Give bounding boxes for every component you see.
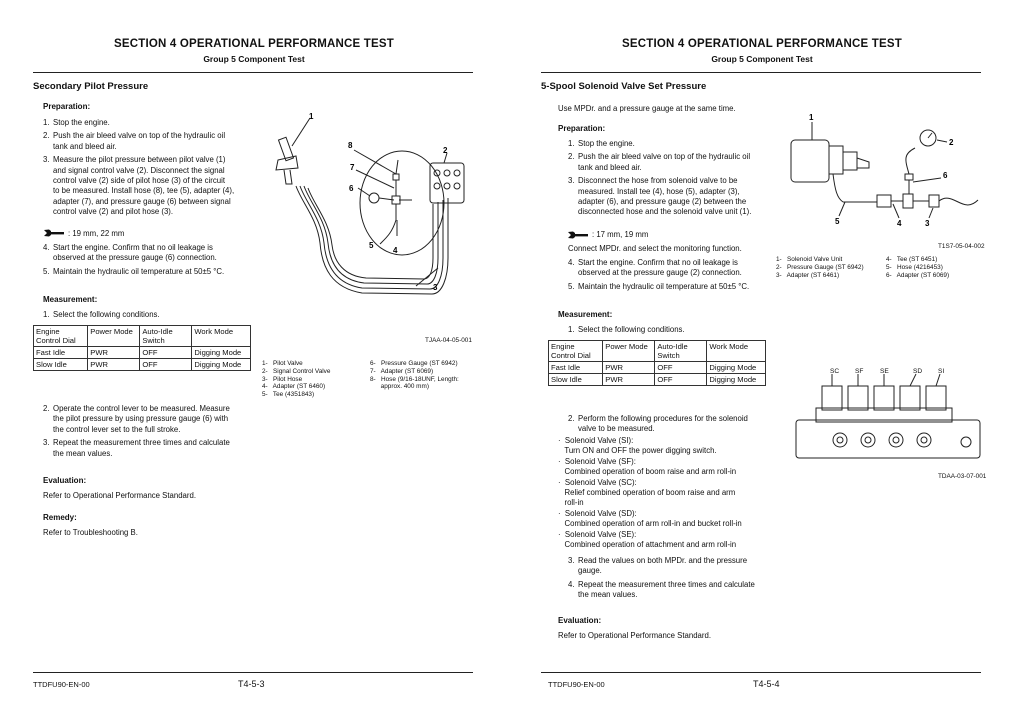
legend-item: 3- Adapter (ST 6461) (776, 271, 840, 279)
callout-8: 8 (348, 141, 353, 150)
solenoid-label: SC (830, 368, 840, 375)
legend-item: 3- Pilot Hose (262, 375, 303, 383)
remedy-text: Refer to Troubleshooting B. (43, 528, 138, 537)
step-number: 3. (43, 438, 50, 448)
table-header-cell: Work Mode (707, 341, 766, 362)
right-page (508, 0, 1016, 723)
figure-id: TJAA-04-05-001 (425, 337, 472, 344)
step-item (43, 404, 263, 435)
step-number: 1. (43, 118, 50, 127)
step-text: Operate the control lever to be measured. Measure the pilot pressure by using pressure gauge (6) with the control lever set to the full stroke. (53, 404, 230, 434)
procedure-line: · Solenoid Valve (SF): (558, 456, 636, 466)
solenoid-label: SE (880, 368, 889, 375)
legend-item: 4- Tee (ST 6451) (886, 256, 938, 263)
table-header-row (549, 341, 766, 362)
step-item (568, 176, 788, 218)
step-text: Stop the engine. (53, 118, 110, 127)
table-cell: PWR (603, 374, 655, 386)
table-cell: Fast Idle (34, 347, 88, 359)
page-topic-title: 5-Spool Solenoid Valve Set Pressure (541, 81, 707, 92)
header-rule (33, 72, 473, 73)
legend-item: 6- Pressure Gauge (ST 6942) (370, 360, 458, 367)
callout-3: 3 (433, 283, 438, 292)
step-number: 5. (43, 266, 50, 276)
step-text: Perform the following procedures for the solenoid valve to be measured. (578, 414, 748, 434)
footer-rule (541, 672, 981, 673)
callout-5: 5 (369, 241, 374, 250)
measurement-heading: Measurement: (558, 310, 613, 319)
table-header-cell: Engine Control Dial (549, 341, 603, 362)
step-text: Repeat the measurement three times and calculate the mean values. (53, 438, 230, 458)
step-item (43, 243, 263, 264)
legend-item: 8- Hose (9/16-18UNF, Length: (370, 375, 459, 383)
legend-item: 1- Pilot Valve (262, 360, 303, 367)
page-number: T4-5-4 (753, 679, 780, 689)
procedure-line: · Solenoid Valve (SD): (558, 508, 637, 518)
step-item (568, 258, 788, 279)
step-item (43, 131, 263, 152)
legend-item: 5- Hose (4216453) (886, 263, 943, 271)
step-text: Repeat the measurement three times and calculate the mean values. (578, 579, 755, 600)
figure-2-id: TDAA-03-07-001 (938, 473, 987, 480)
legend-item: approx. 400 mm) (370, 383, 429, 391)
callout-7: 7 (350, 163, 355, 172)
table-cell: Digging Mode (192, 347, 251, 359)
table-cell: PWR (88, 359, 140, 371)
header-rule (541, 72, 981, 73)
legend-item: 5- Tee (4351843) (262, 391, 315, 399)
legend-item: 6- Adapter (ST 6069) (886, 271, 950, 279)
callout-3: 3 (925, 219, 930, 228)
table-row (34, 359, 251, 371)
table-header-cell: Work Mode (192, 326, 251, 347)
legend-item: 1- Solenoid Valve Unit (776, 256, 843, 263)
step-number: 1. (568, 139, 575, 148)
step-item (568, 556, 788, 577)
step-number: 4. (568, 258, 575, 267)
conditions-table (548, 340, 766, 386)
solenoid-label: SI (938, 368, 945, 375)
legend-item: 2- Signal Control Valve (262, 367, 331, 375)
step-item (43, 118, 263, 128)
step-number: 2. (568, 414, 575, 423)
figure-1-id: T1S7-05-04-002 (938, 243, 985, 250)
legend-item: 7- Adapter (ST 6069) (370, 367, 434, 375)
table-header-cell: Engine Control Dial (34, 326, 88, 347)
group-title: Group 5 Component Test (203, 54, 305, 64)
callout-2: 2 (443, 146, 448, 155)
step-text: Maintain the hydraulic oil temperature at 50±5 °C. (578, 281, 750, 291)
step-number: 2. (43, 131, 50, 141)
callout-4: 4 (897, 219, 902, 228)
table-cell: Digging Mode (707, 362, 766, 374)
table-cell: OFF (140, 347, 192, 359)
step-text: Start the engine. Confirm that no oil leakage is observed at the pressure gauge (2) connection. (578, 258, 742, 278)
wrench-icon (44, 229, 64, 237)
page-number: T4-5-3 (238, 679, 265, 689)
step-number: 2. (568, 152, 575, 162)
step-text: Maintain the hydraulic oil temperature at 50±5 °C. (53, 266, 225, 276)
table-cell: Digging Mode (192, 359, 251, 371)
table-cell: Slow Idle (34, 359, 88, 371)
measurement-heading: Measurement: (43, 295, 98, 304)
evaluation-text: Refer to Operational Performance Standard. (43, 491, 196, 500)
table-cell: Digging Mode (707, 374, 766, 386)
pilot-circuit-figure (262, 108, 482, 318)
step-item (43, 438, 263, 459)
step-text: Stop the engine. (578, 139, 635, 148)
step-text: Push the air bleed valve on top of the hydraulic oil tank and bleed air. (578, 152, 751, 172)
step-item (568, 325, 788, 335)
callout-4: 4 (393, 246, 398, 255)
procedure-line: roll-in (558, 498, 584, 508)
table-cell: Fast Idle (549, 362, 603, 374)
step-text: Read the values on both MPDr. and the pressure gauge. (578, 556, 748, 576)
footer-code: TTDFU90-EN-00 (33, 680, 90, 689)
table-cell: PWR (88, 347, 140, 359)
evaluation-heading: Evaluation: (558, 616, 602, 625)
step-text: Disconnect the hose from solenoid valve to be measured. Install tee (4), hose (5), adapter (3), adapter (6), and pressure gauge (2) between the disconnected hose and the solenoid valve unit (1). (578, 176, 752, 217)
solenoid-gauge-figure (773, 110, 983, 240)
table-row (34, 347, 251, 359)
procedure-line: · Solenoid Valve (SC): (558, 477, 637, 487)
procedure-line: Combined operation of arm roll-in and bucket roll-in (558, 519, 742, 529)
wrench-size-text: : 17 mm, 19 mm (592, 230, 649, 239)
callout-6: 6 (349, 184, 354, 193)
preparation-heading: Preparation: (558, 124, 606, 133)
procedure-line: Combined operation of boom raise and arm roll-in (558, 467, 737, 477)
procedure-line: Turn ON and OFF the power digging switch. (558, 446, 717, 456)
step-text: Push the air bleed valve on top of the hydraulic oil tank and bleed air. (53, 131, 226, 151)
group-title: Group 5 Component Test (711, 54, 813, 64)
solenoid-label: SD (913, 368, 923, 375)
step-item (568, 414, 788, 435)
procedure-line: Combined operation of attachment and arm roll-in (558, 540, 737, 550)
step-item (43, 155, 263, 217)
wrench-icon (568, 231, 588, 239)
step-number: 1. (568, 325, 575, 334)
callout-2: 2 (949, 138, 954, 147)
table-header-cell: Power Mode (88, 326, 140, 347)
wrench-size-text: : 19 mm, 22 mm (68, 229, 125, 238)
table-cell: OFF (655, 362, 707, 374)
step-number: 3. (568, 176, 575, 186)
section-title: SECTION 4 OPERATIONAL PERFORMANCE TEST (621, 38, 902, 50)
page-topic-title: Secondary Pilot Pressure (33, 81, 149, 92)
step-number: 3. (568, 556, 575, 565)
step-item (568, 139, 788, 149)
step-text: Measure the pilot pressure between pilot valve (1) and signal control valve (2). Disconnect the signal control valve (2) side of pilot hose (3) of the circuit to be measured. Install hose (8), tee (5), adapter (4), adapter (7), and pressure gauge (6) between signal control valve (2) and pilot hose (3). (53, 155, 235, 217)
intro-text: Use MPDr. and a pressure gauge at the same time. (558, 104, 736, 113)
table-row (549, 362, 766, 374)
footer-rule (33, 672, 473, 673)
procedure-line: · Solenoid Valve (SI): (558, 436, 634, 445)
step-item (43, 310, 263, 320)
evaluation-heading: Evaluation: (43, 476, 87, 485)
table-header-cell: Auto-Idle Switch (655, 341, 707, 362)
table-cell: PWR (603, 362, 655, 374)
table-header-row (34, 326, 251, 347)
footer-code: TTDFU90-EN-00 (548, 680, 605, 689)
section-title: SECTION 4 OPERATIONAL PERFORMANCE TEST (113, 38, 394, 50)
step-number: 2. (43, 404, 50, 413)
table-cell: Slow Idle (549, 374, 603, 386)
preparation-heading: Preparation: (43, 102, 91, 111)
callout-1: 1 (809, 113, 814, 122)
step-item (43, 267, 263, 277)
table-row (549, 374, 766, 386)
page-header (0, 38, 508, 64)
page-header (508, 38, 1016, 64)
step-number: 4. (568, 579, 575, 589)
legend-item: 4- Adapter (ST 6460) (262, 383, 326, 391)
step-number: 5. (568, 281, 575, 291)
legend-item: 2- Pressure Gauge (ST 6942) (776, 263, 864, 271)
step-item (568, 152, 788, 173)
step-item (568, 282, 788, 292)
step-item (568, 580, 788, 601)
table-cell: OFF (140, 359, 192, 371)
step-text: Select the following conditions. (578, 325, 685, 334)
connect-mpdr-text: Connect MPDr. and select the monitoring function. (568, 244, 742, 253)
procedure-line: Relief combined operation of boom raise and arm (558, 488, 736, 498)
step-number: 1. (43, 310, 50, 319)
step-text: Start the engine. Confirm that no oil leakage is observed at the pressure gauge (6) connection. (53, 243, 217, 263)
remedy-heading: Remedy: (43, 513, 77, 522)
conditions-table (33, 325, 251, 371)
solenoid-label: SF (855, 368, 864, 375)
callout-1: 1 (309, 112, 314, 121)
step-text: Select the following conditions. (53, 310, 160, 319)
table-header-cell: Power Mode (603, 341, 655, 362)
table-header-cell: Auto-Idle Switch (140, 326, 192, 347)
five-spool-valve-figure (788, 364, 988, 474)
procedure-line: · Solenoid Valve (SE): (558, 529, 637, 539)
solenoid-procedures-list (558, 436, 742, 550)
evaluation-text: Refer to Operational Performance Standard. (558, 631, 711, 640)
callout-5: 5 (835, 217, 840, 226)
table-cell: OFF (655, 374, 707, 386)
callout-6: 6 (943, 171, 948, 180)
step-number: 4. (43, 243, 50, 252)
step-number: 3. (43, 155, 50, 165)
